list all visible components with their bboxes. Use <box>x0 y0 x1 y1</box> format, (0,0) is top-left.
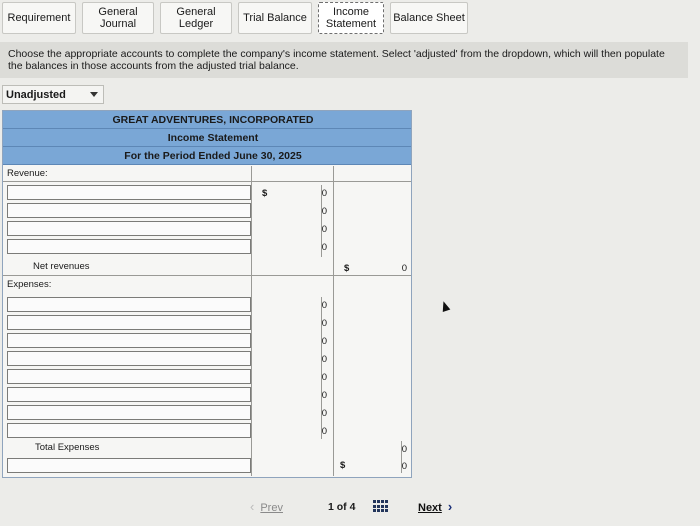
expense-account-select-5[interactable] <box>7 369 251 384</box>
total-expenses-total: 0 <box>401 444 407 455</box>
expense-amount-2: 0 <box>321 318 327 329</box>
revenue-account-select-1[interactable] <box>7 185 251 200</box>
row-divider <box>3 181 411 182</box>
currency-symbol: $ <box>340 460 346 471</box>
mouse-cursor-icon <box>440 300 451 312</box>
expense-account-select-3[interactable] <box>7 333 251 348</box>
expense-account-select-2[interactable] <box>7 315 251 330</box>
revenue-account-select-3[interactable] <box>7 221 251 236</box>
expense-account-select-8[interactable] <box>7 423 251 438</box>
company-name: GREAT ADVENTURES, INCORPORATED <box>3 111 411 129</box>
column-divider <box>321 185 322 257</box>
expense-account-select-7[interactable] <box>7 405 251 420</box>
expense-amount-4: 0 <box>321 354 327 365</box>
tab-general-ledger[interactable]: General Ledger <box>160 2 232 34</box>
grid-icon[interactable] <box>373 500 389 514</box>
currency-symbol: $ <box>344 263 350 274</box>
expense-amount-7: 0 <box>321 408 327 419</box>
expense-account-select-6[interactable] <box>7 387 251 402</box>
chevron-down-icon <box>90 92 98 97</box>
statement-period: For the Period Ended June 30, 2025 <box>3 147 411 165</box>
net-income-total: 0 <box>401 461 407 472</box>
chevron-right-icon: › <box>447 499 453 514</box>
column-divider <box>333 166 334 476</box>
revenue-amount-4: 0 <box>321 242 327 253</box>
revenue-label: Revenue: <box>7 168 48 179</box>
revenue-amount-3: 0 <box>321 224 327 235</box>
income-statement-form <box>2 110 412 478</box>
expense-amount-1: 0 <box>321 300 327 311</box>
revenue-amount-2: 0 <box>321 206 327 217</box>
tab-trial-balance[interactable]: Trial Balance <box>238 2 312 34</box>
tab-bar <box>0 0 700 38</box>
net-revenues-label: Net revenues <box>33 261 90 272</box>
net-income-account-select[interactable] <box>7 458 251 473</box>
tab-balance-sheet[interactable]: Balance Sheet <box>390 2 468 34</box>
tab-requirement[interactable]: Requirement <box>2 2 76 34</box>
total-expenses-label: Total Expenses <box>35 442 100 453</box>
currency-symbol: $ <box>262 188 268 199</box>
prev-button[interactable]: ‹ Prev <box>250 499 283 514</box>
expense-account-select-1[interactable] <box>7 297 251 312</box>
column-divider <box>251 166 252 476</box>
tab-general-journal[interactable]: General Journal <box>82 2 154 34</box>
revenue-amount-1: 0 <box>321 188 327 199</box>
instruction-text: Choose the appropriate accounts to complete the company's income statement. Select 'adjusted' from the dropdown, which will then populate the balances in those accounts from the adjusted trial balance. <box>0 42 688 78</box>
balance-type-dropdown[interactable] <box>2 85 104 104</box>
expenses-label: Expenses: <box>7 279 52 290</box>
row-divider <box>3 275 411 276</box>
revenue-account-select-2[interactable] <box>7 203 251 218</box>
net-revenues-total: 0 <box>401 263 407 274</box>
tab-income-statement[interactable]: Income Statement <box>318 2 384 34</box>
expense-amount-6: 0 <box>321 390 327 401</box>
expense-amount-5: 0 <box>321 372 327 383</box>
dropdown-selected-value: Unadjusted <box>6 88 66 101</box>
statement-title: Income Statement <box>3 129 411 147</box>
next-button[interactable]: Next › <box>418 499 453 514</box>
expense-amount-8: 0 <box>321 426 327 437</box>
expense-account-select-4[interactable] <box>7 351 251 366</box>
chevron-left-icon: ‹ <box>250 499 255 514</box>
revenue-account-select-4[interactable] <box>7 239 251 254</box>
expense-amount-3: 0 <box>321 336 327 347</box>
page-indicator: 1 of 4 <box>328 501 356 513</box>
